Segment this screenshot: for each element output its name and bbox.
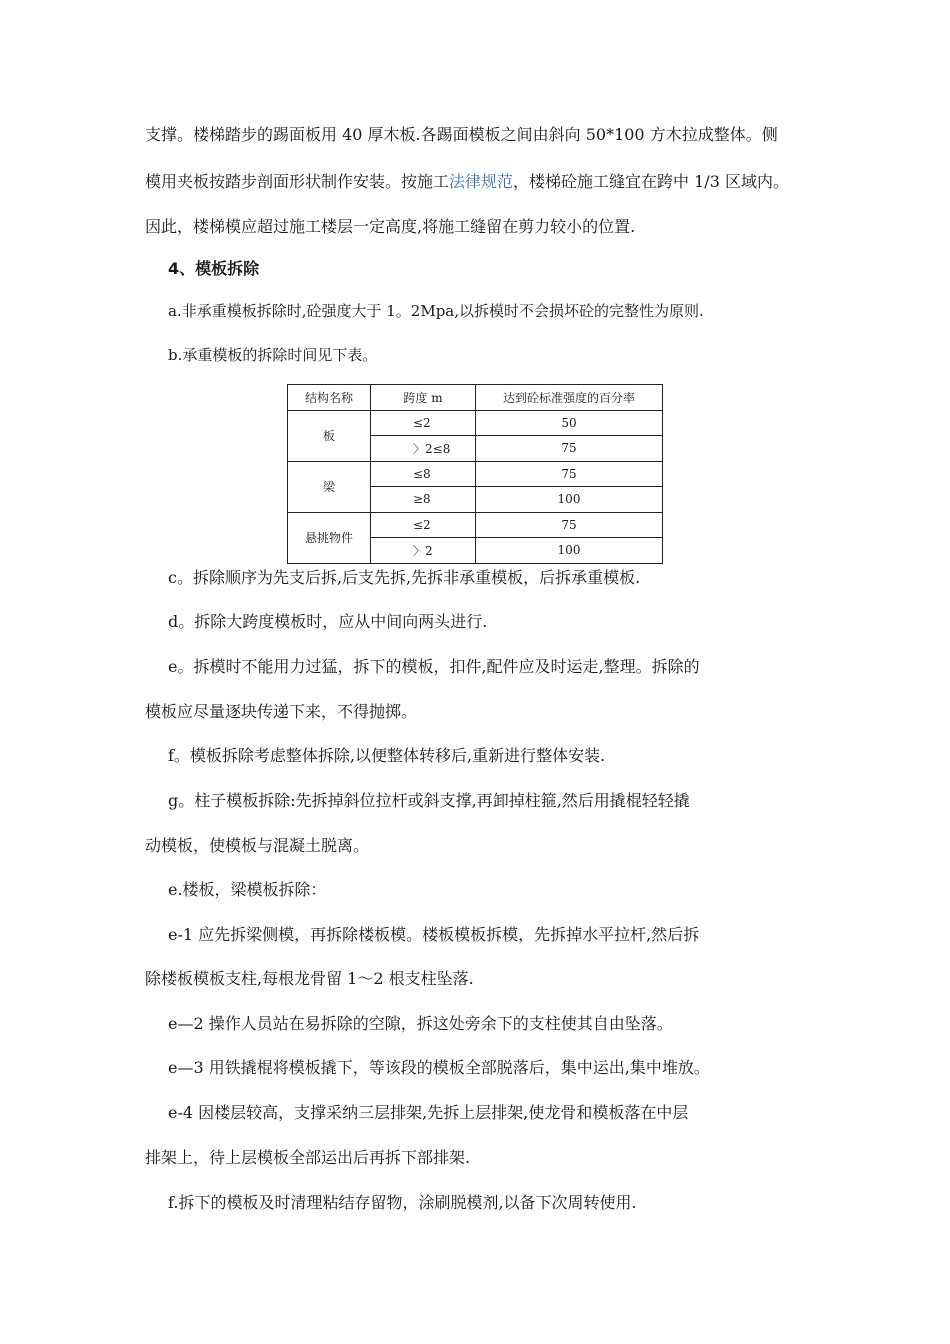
table-cell: ≥8 (371, 487, 476, 513)
table-group-cell: 梁 (288, 461, 371, 512)
item-e-line1: e。拆模时不能用力过猛，拆下的模板，扣件,配件应及时运走,整理。拆除的 (168, 657, 700, 676)
table-cell: 75 (476, 512, 663, 538)
item-a: a.非承重模板拆除时,砼强度大于 1。2Mpa,以拆模时不会损坏砼的完整性为原则. (168, 302, 704, 320)
table-cell: 75 (476, 461, 663, 487)
item-e-slab: e.楼板，梁模板拆除： (168, 880, 327, 899)
table-header-cell: 结构名称 (288, 385, 371, 411)
table-header-cell: 跨度 m (371, 385, 476, 411)
table-cell: 50 (476, 410, 663, 436)
table-group-cell: 板 (288, 410, 371, 461)
table-cell: 75 (476, 436, 663, 462)
item-f2: f.拆下的模板及时清理粘结存留物，涂刷脱模剂,以备下次周转使用. (168, 1193, 637, 1212)
item-e4-line1: e-4 因楼层较高，支撑采纳三层排架,先拆上层排架,使龙骨和模板落在中层 (168, 1103, 689, 1122)
text-span: ，楼梯砼施工缝宜在跨中 1/3 区域内。 (513, 172, 789, 191)
table-cell: 100 (476, 487, 663, 513)
table-cell: ≤8 (371, 461, 476, 487)
table-cell: 〉2≤8 (371, 436, 476, 462)
table-group-cell: 悬挑物件 (288, 512, 371, 563)
table-row (288, 410, 663, 436)
paragraph-line: 支撑。楼梯踏步的踢面板用 40 厚木板.各踢面模板之间由斜向 50*100 方木拉成整体。侧 (145, 125, 778, 144)
section-heading: 4、模板拆除 (168, 259, 260, 278)
table-cell: ≤2 (371, 512, 476, 538)
table-header-row (288, 385, 663, 411)
removal-time-table (287, 384, 663, 564)
item-c: c。拆除顺序为先支后拆,后支先拆,先拆非承重模板，后拆承重模板. (168, 568, 641, 587)
item-b: b.承重模板的拆除时间见下表。 (168, 346, 378, 364)
table-cell: 〉2 (371, 538, 476, 564)
table-cell: ≤2 (371, 410, 476, 436)
item-g-line1: g。柱子模板拆除:先拆掉斜位拉杆或斜支撑,再卸掉柱箍,然后用撬棍轻轻撬 (168, 791, 690, 810)
paragraph-line: 因此，楼梯模应超过施工楼层一定高度,将施工缝留在剪力较小的位置. (145, 217, 636, 236)
table-row (288, 461, 663, 487)
table-row (288, 512, 663, 538)
item-e2: e—2 操作人员站在易拆除的空隙，拆这处旁余下的支柱使其自由坠落。 (168, 1014, 673, 1033)
paragraph-line (145, 171, 815, 193)
table-header-cell: 达到砼标准强度的百分率 (476, 385, 663, 411)
item-d: d。拆除大跨度模板时，应从中间向两头进行. (168, 612, 488, 631)
text-span: 模用夹板按踏步剖面形状制作安装。按施工 (145, 172, 450, 191)
item-f: f。模板拆除考虑整体拆除,以便整体转移后,重新进行整体安装. (168, 746, 606, 765)
item-e1-line1: e-1 应先拆梁侧模，再拆除楼板模。楼板模板拆模，先拆掉水平拉杆,然后拆 (168, 925, 700, 944)
item-e3: e—3 用铁撬棍将模板撬下，等该段的模板全部脱落后，集中运出,集中堆放。 (168, 1058, 710, 1077)
item-e4-line2: 排架上，待上层模板全部运出后再拆下部排架. (145, 1148, 471, 1167)
item-g-line2: 动模板，使模板与混凝土脱离。 (145, 836, 370, 855)
table-cell: 100 (476, 538, 663, 564)
item-e1-line2: 除楼板模板支柱,每根龙骨留 1～2 根支柱坠落. (145, 969, 474, 988)
item-e-line2: 模板应尽量逐块传递下来，不得抛掷。 (145, 702, 418, 721)
regulation-link[interactable]: 法律规范 (449, 172, 514, 191)
